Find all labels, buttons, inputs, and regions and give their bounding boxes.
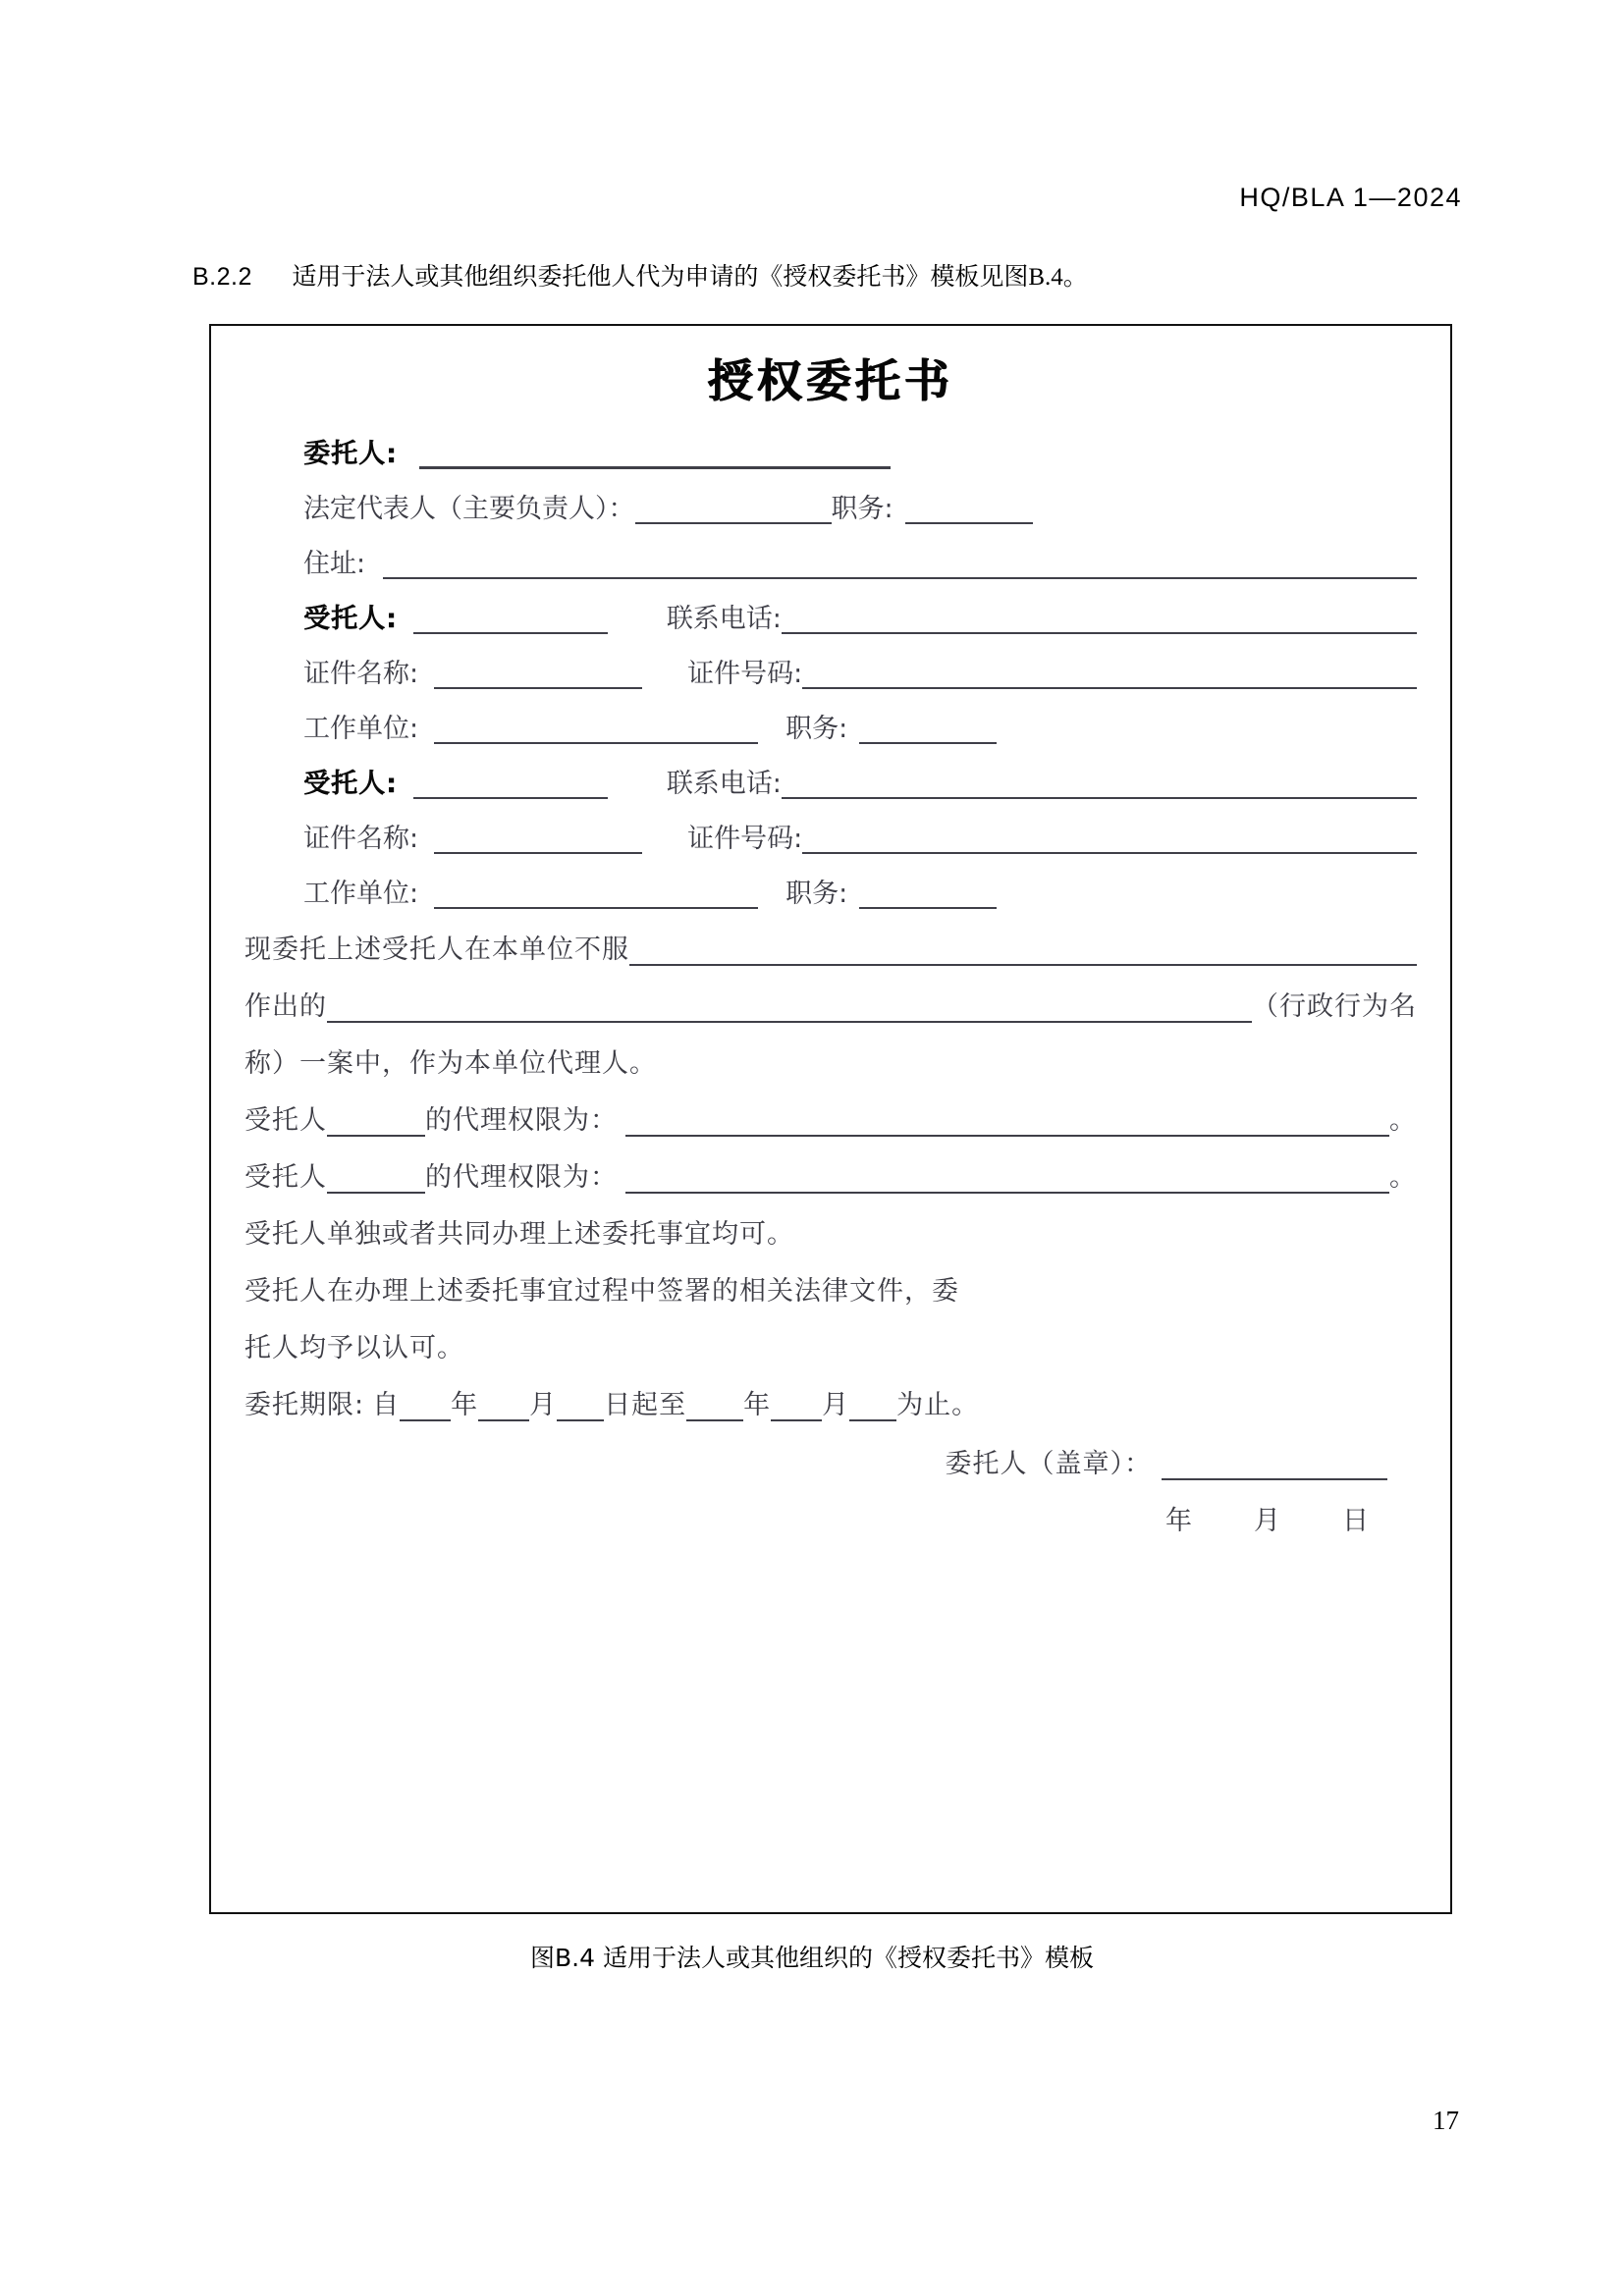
- entrust-term-start-year-unit: 年: [451, 1390, 479, 1420]
- entrust-term-end-text: 为止。: [896, 1390, 980, 1420]
- trustee-1-position-blank[interactable]: [859, 713, 997, 744]
- figure-b4-box: [209, 324, 1452, 1914]
- trustee-2-blank[interactable]: [413, 768, 608, 799]
- trustee-1-label: 受托人:: [303, 604, 398, 634]
- row-principal-seal: [244, 1423, 1417, 1482]
- row-trustee-2: [244, 746, 1417, 801]
- signature-date-day: 日: [1342, 1506, 1370, 1536]
- entrust-line-3-text: 称）一案中，作为本单位代理人。: [244, 1048, 657, 1079]
- trustee-2-id-number-blank[interactable]: [802, 823, 1417, 854]
- authority-1-suffix: 。: [1389, 1105, 1417, 1136]
- entrust-line-1-blank[interactable]: [629, 934, 1417, 966]
- authority-1-scope-blank[interactable]: [625, 1105, 1389, 1137]
- entrust-term-end-year-blank[interactable]: [686, 1390, 743, 1421]
- legal-representative-label: 法定代表人（主要负责人）：: [303, 494, 635, 524]
- row-trustee-1: [244, 581, 1417, 636]
- address-blank[interactable]: [383, 548, 1417, 579]
- trustee-2-phone-label: 联系电话:: [666, 769, 782, 799]
- entrust-term-label: 委托期限:: [244, 1390, 365, 1420]
- entrust-term-end-year-unit: 年: [743, 1390, 772, 1420]
- row-entrust-term: [244, 1366, 1417, 1423]
- entrust-line-6-text: 托人均予以认可。: [244, 1333, 464, 1363]
- trustee-1-position-label: 职务:: [785, 714, 848, 744]
- principal-seal-blank[interactable]: [1162, 1449, 1387, 1480]
- row-entrust-line-6: [244, 1309, 1417, 1366]
- clause-b22-line: [192, 257, 1467, 293]
- document-header-standard-code: HQ/BLA 1—2024: [1239, 183, 1462, 212]
- trustee-1-id-name-blank[interactable]: [434, 658, 642, 689]
- row-entrust-line-1: [244, 911, 1417, 968]
- principal-blank[interactable]: [419, 437, 891, 469]
- trustee-1-id-number-label: 证件号码:: [687, 659, 803, 689]
- entrust-term-start-month-blank[interactable]: [478, 1390, 529, 1421]
- trustee-2-position-blank[interactable]: [859, 878, 997, 909]
- principal-label: 委托人:: [303, 439, 398, 469]
- entrust-term-end-month-unit: 月: [822, 1390, 850, 1420]
- trustee-1-work-unit-label: 工作单位:: [303, 714, 419, 744]
- signature-date-month: 月: [1254, 1506, 1281, 1536]
- clause-text: 适用于法人或其他组织委托他人代为申请的《授权委托书》模板见图B.4。: [292, 264, 1088, 291]
- trustee-2-id-number-label: 证件号码:: [687, 824, 803, 854]
- trustee-1-id-number-blank[interactable]: [802, 658, 1417, 689]
- principal-seal-label: 委托人（盖章）：: [945, 1449, 1152, 1479]
- authority-2-scope-blank[interactable]: [625, 1162, 1389, 1194]
- entrust-term-from: 自: [372, 1390, 401, 1420]
- authority-1-name-blank[interactable]: [327, 1105, 425, 1137]
- trustee-2-work-unit-blank[interactable]: [434, 878, 758, 909]
- authority-1-prefix: 受托人: [244, 1105, 327, 1136]
- trustee-1-id-name-label: 证件名称:: [303, 659, 419, 689]
- entrust-line-2-prefix: 作出的: [244, 991, 327, 1022]
- trustee-2-id-name-blank[interactable]: [434, 823, 642, 854]
- address-label: 住址:: [303, 549, 366, 579]
- row-trustee-1-id: [244, 636, 1417, 691]
- row-legal-representative: [244, 471, 1417, 526]
- legal-rep-position-label: 职务:: [831, 494, 893, 524]
- legal-representative-blank[interactable]: [635, 493, 832, 524]
- trustee-1-phone-blank[interactable]: [782, 603, 1417, 634]
- page-number: 17: [1433, 2106, 1459, 2135]
- authority-2-middle: 的代理权限为：: [425, 1162, 618, 1193]
- authority-2-prefix: 受托人: [244, 1162, 327, 1193]
- authority-2-name-blank[interactable]: [327, 1162, 425, 1194]
- row-entrust-line-3: [244, 1025, 1417, 1082]
- authority-2-suffix: 。: [1389, 1162, 1417, 1193]
- row-address: [244, 526, 1417, 581]
- row-authority-2: [244, 1139, 1417, 1196]
- row-entrust-line-2: [244, 968, 1417, 1025]
- row-trustee-2-id: [244, 801, 1417, 856]
- trustee-1-phone-label: 联系电话:: [666, 604, 782, 634]
- trustee-1-blank[interactable]: [413, 603, 608, 634]
- trustee-2-work-unit-label: 工作单位:: [303, 879, 419, 909]
- entrust-term-to: 起至: [631, 1390, 687, 1420]
- trustee-2-label: 受托人:: [303, 769, 398, 799]
- entrust-term-end-day-blank[interactable]: [849, 1390, 896, 1421]
- entrust-term-start-day-blank[interactable]: [557, 1390, 604, 1421]
- entrust-line-2-blank[interactable]: [327, 991, 1252, 1023]
- signature-date-year: 年: [1165, 1506, 1193, 1536]
- row-principal: [244, 416, 1417, 471]
- authority-1-middle: 的代理权限为：: [425, 1105, 618, 1136]
- legal-rep-position-blank[interactable]: [905, 493, 1033, 524]
- entrust-line-2-suffix: （行政行为名: [1252, 991, 1417, 1022]
- entrust-term-start-year-blank[interactable]: [400, 1390, 451, 1421]
- row-trustee-1-workunit: [244, 691, 1417, 746]
- entrust-term-start-month-unit: 月: [529, 1390, 558, 1420]
- trustee-1-work-unit-blank[interactable]: [434, 713, 758, 744]
- row-entrust-line-5: [244, 1253, 1417, 1309]
- row-authority-1: [244, 1082, 1417, 1139]
- trustee-2-id-name-label: 证件名称:: [303, 824, 419, 854]
- entrust-line-1-text: 现委托上述受托人在本单位不服: [244, 934, 629, 965]
- entrust-line-5-text: 受托人在办理上述委托事宜过程中签署的相关法律文件，委: [244, 1276, 959, 1307]
- trustee-2-position-label: 职务:: [785, 879, 848, 909]
- entrust-term-start-day-unit: 日: [604, 1390, 632, 1420]
- form-title: 授权委托书: [708, 354, 953, 407]
- row-signature-date: [244, 1482, 1417, 1539]
- clause-number: B.2.2: [192, 263, 252, 291]
- entrust-term-end-month-blank[interactable]: [771, 1390, 822, 1421]
- row-entrust-line-4: [244, 1196, 1417, 1253]
- row-trustee-2-workunit: [244, 856, 1417, 911]
- form-body: [211, 416, 1450, 1539]
- trustee-2-phone-blank[interactable]: [782, 768, 1417, 799]
- entrust-line-4-text: 受托人单独或者共同办理上述委托事宜均可。: [244, 1219, 794, 1250]
- figure-caption: 图B.4 适用于法人或其他组织的《授权委托书》模板: [530, 1944, 1094, 1972]
